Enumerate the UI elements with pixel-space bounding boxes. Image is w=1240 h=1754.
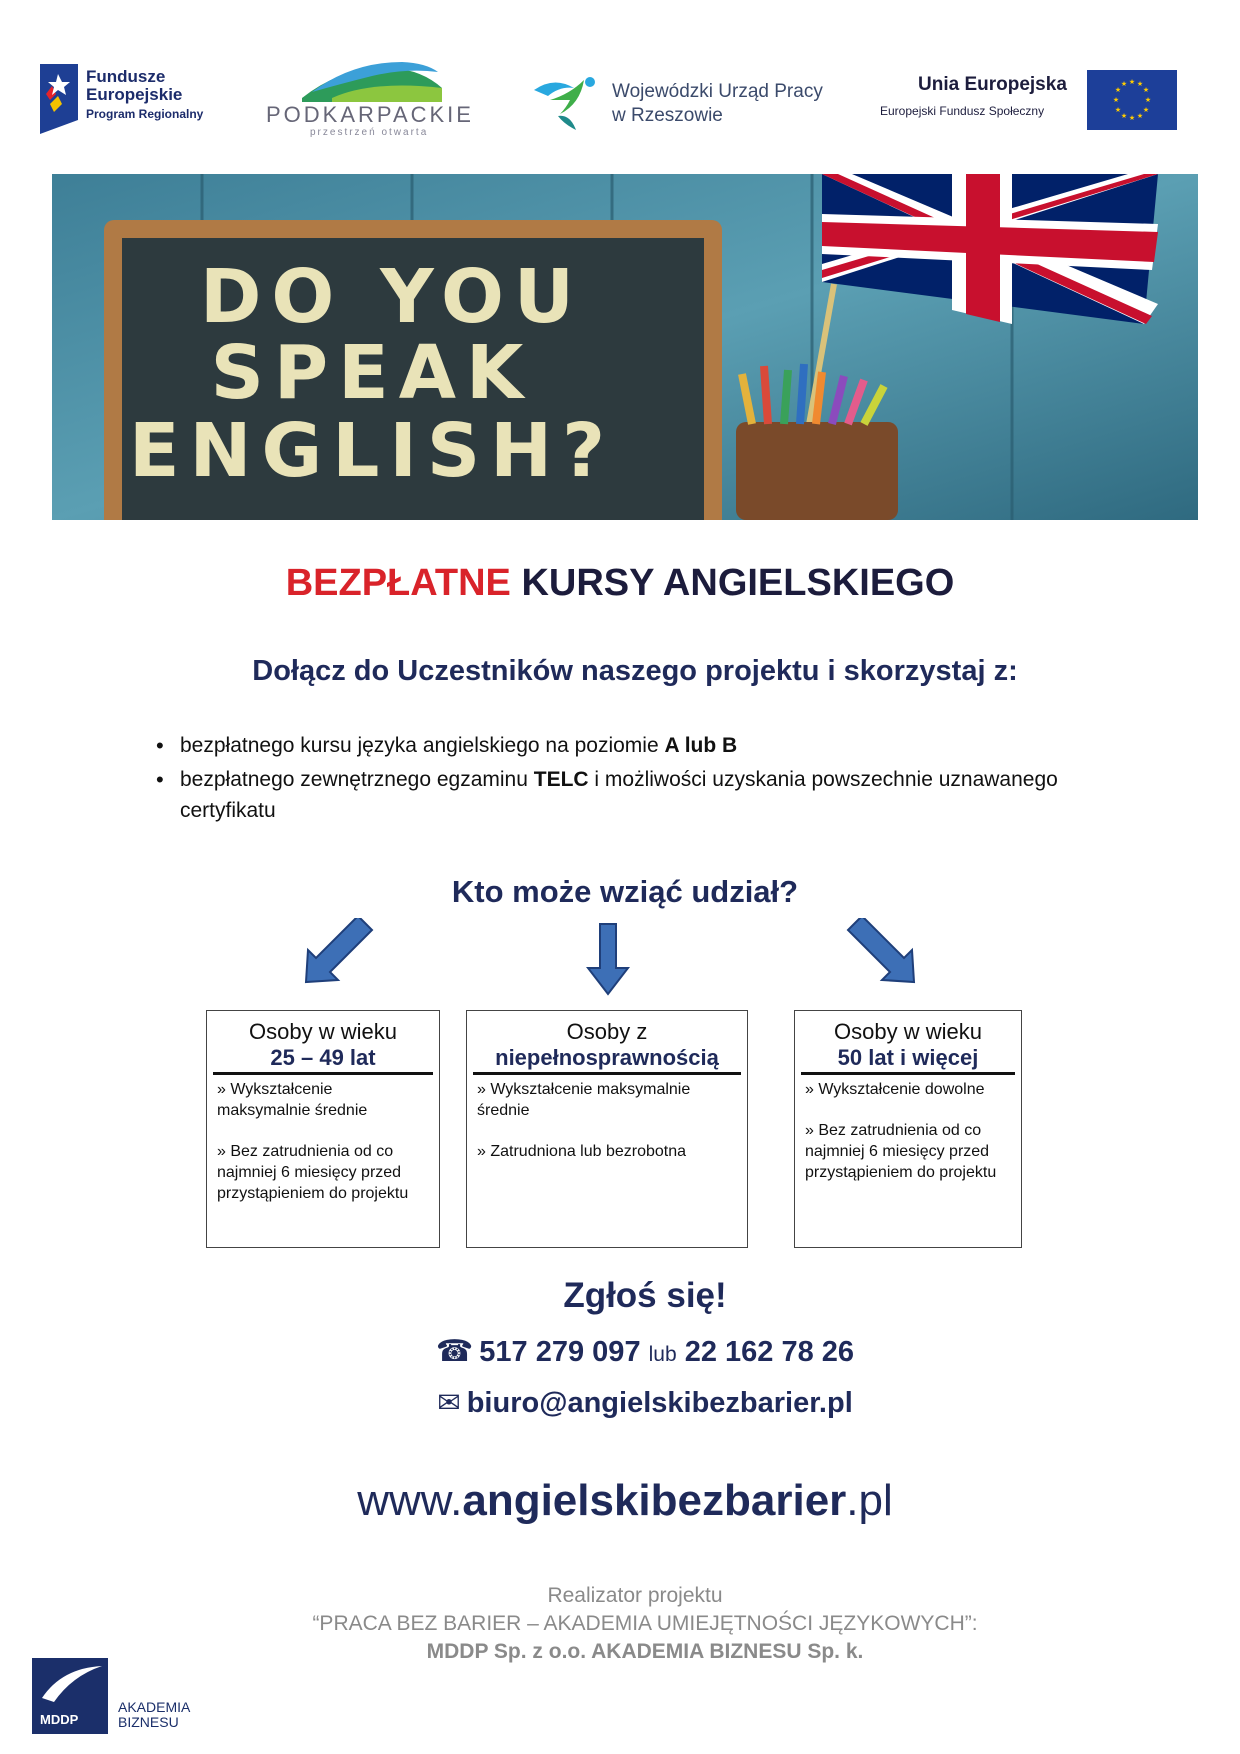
benefits-list xyxy=(152,730,1072,829)
email-link[interactable]: biuro@angielskibezbarier.pl xyxy=(466,1387,853,1419)
box-heading: Osoby w wieku xyxy=(834,1019,982,1044)
svg-text:★: ★ xyxy=(1114,106,1122,114)
chalk-line-3: ENGLISH? xyxy=(128,408,616,494)
phone-2-link[interactable]: 22 162 78 26 xyxy=(684,1336,855,1368)
podkarpackie-tagline: przestrzeń otwarta xyxy=(310,127,429,138)
box-heading: Osoby z xyxy=(566,1019,648,1044)
eligibility-box-age-50-plus xyxy=(794,1010,1022,1248)
logo-fundusze-europejskie xyxy=(40,62,220,136)
svg-text:★: ★ xyxy=(1136,80,1144,88)
svg-text:★: ★ xyxy=(1120,112,1128,120)
box-item: » Wykształcenie dowolne xyxy=(805,1081,985,1098)
svg-text:★: ★ xyxy=(1142,86,1150,94)
title-courses: KURSY ANGIELSKIEGO xyxy=(521,562,955,604)
wup-bird-icon xyxy=(530,70,602,136)
bullet2-bold: TELC xyxy=(533,768,589,791)
apply-heading: Zgłoś się! xyxy=(563,1276,727,1315)
ue-line1: Unia Europejska xyxy=(918,74,1067,95)
who-can-join-heading: Kto może wziąć udział? xyxy=(451,874,799,909)
mddp-line1: AKADEMIA xyxy=(118,1699,191,1715)
wup-line2: w Rzeszowie xyxy=(612,105,723,126)
box-heading-bold: 25 – 49 lat xyxy=(213,1045,433,1075)
fe-line2: Europejskie xyxy=(86,85,183,104)
bullet2-rest: i możliwości uzyskania powszechnie uznawanego certyfikatu xyxy=(180,768,1058,822)
phone-line xyxy=(0,1334,1240,1369)
mddp-square-text: MDDP xyxy=(40,1712,79,1727)
wup-line1: Wojewódzki Urząd Pracy xyxy=(612,81,823,102)
website-link[interactable] xyxy=(0,1476,1240,1526)
svg-text:★: ★ xyxy=(1136,112,1144,120)
chalk-line-1: DO YOU xyxy=(199,254,585,340)
logo-mddp-akademia-biznesu xyxy=(32,1658,212,1734)
arrow-down-left-icon xyxy=(304,918,374,984)
bullet1-bold: A lub B xyxy=(664,734,738,757)
list-item xyxy=(152,764,1072,826)
svg-text:★: ★ xyxy=(1128,114,1136,122)
box-heading-bold: niepełnosprawnością xyxy=(473,1045,741,1075)
list-item xyxy=(152,730,1072,761)
logo-unia-europejska xyxy=(880,70,1180,134)
logo-wup-rzeszow xyxy=(530,70,860,140)
title-free: BEZPŁATNE xyxy=(285,562,511,604)
svg-text:★: ★ xyxy=(1112,96,1120,104)
page-title xyxy=(0,562,1240,605)
box-item: » Wykształcenie maksymalnie średnie xyxy=(477,1081,691,1119)
box-heading-bold: 50 lat i więcej xyxy=(801,1045,1015,1075)
fe-flag-icon xyxy=(40,64,78,134)
phone-icon: ☎ xyxy=(435,1335,474,1368)
box-item: » Bez zatrudnienia od co najmniej 6 miesięcy przed przystąpieniem do projektu xyxy=(217,1143,409,1202)
box-item: » Bez zatrudnienia od co najmniej 6 miesięcy przed przystąpieniem do projektu xyxy=(805,1122,997,1181)
eligibility-box-age-25-49 xyxy=(206,1010,440,1248)
mddp-swoosh-icon xyxy=(32,1658,108,1708)
svg-text:★: ★ xyxy=(1114,86,1122,94)
hero-illustration xyxy=(52,174,1198,520)
box-item: » Wykształcenie maksymalnie średnie xyxy=(217,1081,368,1119)
arrow-down-icon xyxy=(586,922,630,996)
www-prefix: www. xyxy=(357,1476,463,1525)
company-name: MDDP Sp. z o.o. AKADEMIA BIZNESU Sp. k. xyxy=(426,1640,864,1663)
email-line xyxy=(0,1386,1240,1420)
realizator-label: Realizator projektu xyxy=(547,1584,723,1607)
svg-text:★: ★ xyxy=(1144,96,1152,104)
intro-text: Dołącz do Uczestników naszego projektu i skorzystaj z: xyxy=(252,655,1018,687)
svg-text:★: ★ xyxy=(1142,106,1150,114)
svg-text:★: ★ xyxy=(1128,78,1136,86)
phone-or: lub xyxy=(648,1343,677,1366)
logo-podkarpackie xyxy=(262,58,472,138)
www-domain: angielskibezbarier xyxy=(462,1476,847,1525)
fe-line3: Program Regionalny xyxy=(86,107,204,121)
podkarpackie-name: PODKARPACKIE xyxy=(266,102,474,127)
svg-text:★: ★ xyxy=(1120,80,1128,88)
project-name: “PRACA BEZ BARIER – AKADEMIA UMIEJĘTNOŚCI JĘZYKOWYCH”: xyxy=(312,1612,978,1635)
fe-line1: Fundusze xyxy=(86,67,166,86)
phone-1-link[interactable]: 517 279 097 xyxy=(479,1336,641,1368)
box-item: » Zatrudniona lub bezrobotna xyxy=(477,1143,687,1160)
hero-image xyxy=(52,174,1198,520)
bullet2-text: bezpłatnego zewnętrznego egzaminu xyxy=(180,768,534,791)
arrow-down-right-icon xyxy=(846,918,916,984)
chalk-line-2: SPEAK xyxy=(210,330,534,416)
www-suffix: .pl xyxy=(846,1476,893,1525)
bullet1-text: bezpłatnego kursu języka angielskiego na poziomie xyxy=(180,734,665,757)
podkarpackie-hills-icon xyxy=(302,58,442,102)
envelope-icon: ✉ xyxy=(437,1387,461,1418)
eligibility-box-disability xyxy=(466,1010,748,1248)
ue-line2: Europejski Fundusz Społeczny xyxy=(880,104,1045,118)
box-heading: Osoby w wieku xyxy=(249,1019,397,1044)
eu-flag-icon xyxy=(1087,70,1177,130)
mddp-line2: BIZNESU xyxy=(118,1714,179,1730)
